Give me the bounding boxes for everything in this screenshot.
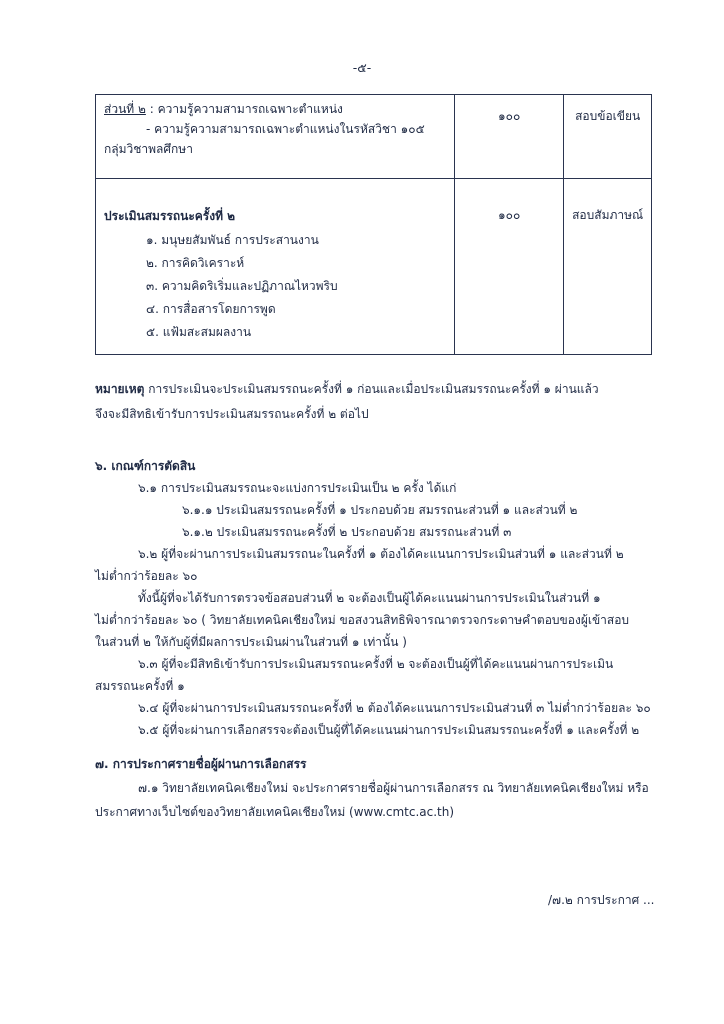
criteria-line: ไม่ต่ำกว่าร้อยละ ๖๐ <box>95 569 198 583</box>
competency-item: ๔. การสื่อสารโดยการพูด <box>146 302 276 316</box>
criteria-line: ๖.๔ ผู้ที่จะผ่านการประเมินสมรรถนะครั้งที่ ๒ ต้องได้คะแนนการประเมินส่วนที่ ๓ ไม่ต่ำกว่าร้อยละ ๖๐ <box>138 701 651 715</box>
method-cell <box>564 95 652 179</box>
topic-cell <box>96 95 455 179</box>
continuation-note: /๗.๒ การประกาศ ... <box>548 893 655 907</box>
criteria-line: ในส่วนที่ ๒ ให้กับผู้ที่มีผลการประเมินผ่านในส่วนที่ ๑ เท่านั้น ) <box>95 635 407 649</box>
criteria-line: ไม่ต่ำกว่าร้อยละ ๖๐ ( วิทยาลัยเทคนิคเชียงใหม่ ขอสงวนสิทธิพิจารณาตรวจกระดาษคำตอบของผู้เข้าสอบ <box>95 613 630 627</box>
score-value: ๑๐๐ <box>498 109 521 123</box>
criteria-line: ทั้งนี้ผู้ที่จะได้รับการตรวจข้อสอบส่วนที่ ๒ จะต้องเป็นผู้ได้คะแนนผ่านการประเมินในส่วนที่ ๑ <box>138 591 601 605</box>
criteria-line: ๖.๕ ผู้ที่จะผ่านการเลือกสรรจะต้องเป็นผู้ที่ได้คะแนนผ่านการประเมินสมรรถนะครั้งที่ ๑ และครั้งที่ ๒ <box>138 723 640 737</box>
evaluation-table <box>95 94 652 355</box>
topic-group: กลุ่มวิชาพลศึกษา <box>104 142 193 156</box>
page-number: -๕- <box>352 60 372 75</box>
competency-item: ๑. มนุษยสัมพันธ์ การประสานงาน <box>146 233 319 247</box>
part-label: ส่วนที่ ๒ <box>104 102 146 116</box>
method-cell <box>564 179 652 355</box>
table-row <box>96 95 652 179</box>
topic-subline: - ความรู้ความสามารถเฉพาะตำแหน่งในรหัสวิชา ๑๐๕ <box>146 122 425 136</box>
part-title: : ความรู้ความสามารถเฉพาะตำแหน่ง <box>145 102 343 116</box>
criteria-line: ๖.๒ ผู้ที่จะผ่านการประเมินสมรรถนะในครั้งที่ ๑ ต้องได้คะแนนการประเมินส่วนที่ ๑ และส่วนที่ ๒ <box>138 547 624 561</box>
criteria-line: ๖.๑.๒ ประเมินสมรรถนะครั้งที่ ๒ ประกอบด้วย สมรรถนะส่วนที่ ๓ <box>182 525 512 539</box>
method-value: สอบสัมภาษณ์ <box>572 208 644 222</box>
score-value: ๑๐๐ <box>498 208 521 222</box>
topic-cell <box>96 179 455 355</box>
note-label: หมายเหตุ <box>95 382 145 396</box>
note-text-continued: จึงจะมีสิทธิเข้ารับการประเมินสมรรถนะครั้งที่ ๒ ต่อไป <box>95 407 369 421</box>
announcement-line: ๗.๑ วิทยาลัยเทคนิคเชียงใหม่ จะประกาศรายชื่อผู้ผ่านการเลือกสรร ณ วิทยาลัยเทคนิคเชียงใหม่ หรือ <box>138 781 649 795</box>
announcement-line: ประกาศทางเว็บไซต์ของวิทยาลัยเทคนิคเชียงใหม่ (www.cmtc.ac.th) <box>95 805 455 819</box>
competency-item: ๓. ความคิดริเริ่มและปฏิภาณไหวพริบ <box>146 279 338 293</box>
competency-item: ๒. การคิดวิเคราะห์ <box>146 256 245 270</box>
criteria-line: ๖.๑.๑ ประเมินสมรรถนะครั้งที่ ๑ ประกอบด้วย สมรรถนะส่วนที่ ๑ และส่วนที่ ๒ <box>182 503 578 517</box>
note-text: การประเมินจะประเมินสมรรถนะครั้งที่ ๑ ก่อนและเมื่อประเมินสมรรถนะครั้งที่ ๑ ผ่านแล้ว <box>148 382 599 396</box>
score-cell <box>455 95 564 179</box>
competency-title: ประเมินสมรรถนะครั้งที่ ๒ <box>104 209 236 223</box>
criteria-line: สมรรถนะครั้งที่ ๑ <box>95 679 185 693</box>
criteria-line: ๖.๑ การประเมินสมรรถนะจะแบ่งการประเมินเป็น ๒ ครั้ง ได้แก่ <box>138 481 457 495</box>
competency-item: ๕. แฟ้มสะสมผลงาน <box>146 325 252 339</box>
score-cell <box>455 179 564 355</box>
section6-heading: ๖. เกณฑ์การตัดสิน <box>95 459 196 473</box>
table-row <box>96 179 652 355</box>
method-value: สอบข้อเขียน <box>575 109 641 123</box>
section7-heading: ๗. การประกาศรายชื่อผู้ผ่านการเลือกสรร <box>95 757 307 771</box>
criteria-line: ๖.๓ ผู้ที่จะมีสิทธิเข้ารับการประเมินสมรรถนะครั้งที่ ๒ จะต้องเป็นผู้ที่ได้คะแนนผ่านการประเมิน <box>138 657 614 671</box>
